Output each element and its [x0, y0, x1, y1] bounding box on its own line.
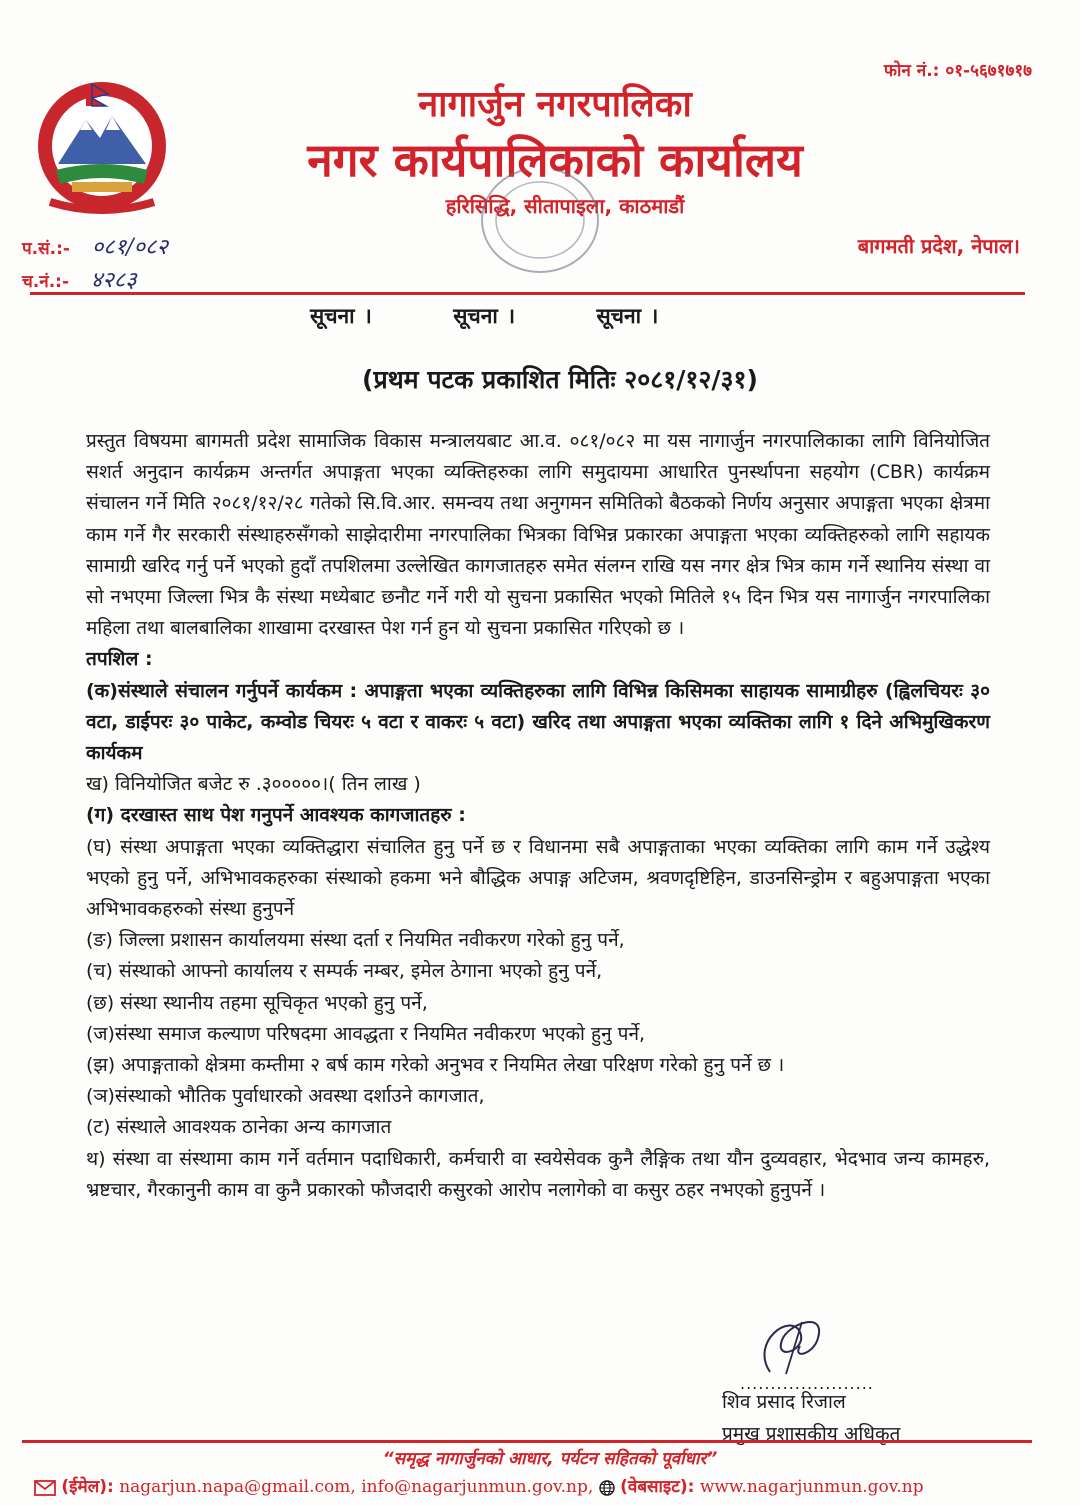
- dispatch-number-value: ४२८३: [90, 268, 137, 293]
- website-link[interactable]: www.nagarjunmun.gov.np: [699, 1477, 924, 1497]
- globe-icon: [599, 1480, 615, 1496]
- schedule-item-jha: (झ) अपाङ्गताको क्षेत्रमा कम्तीमा २ बर्ष काम गरेको अनुभव र नियमित लेखा परिक्षण गरेको हुनु पर्ने छ ।: [86, 1054, 785, 1077]
- intro-paragraph: प्रस्तुत विषयमा बागमती प्रदेश सामाजिक विकास मन्त्रालयबाट आ.व. ०८१/०८२ मा यस नागार्जुन नगरपालिकाका लागि विनियोजित सशर्त अनुदान कार्यक्रम अन्तर्गत अपाङ्गता भएका व्यक्तिहरुका लागि समुदायमा आधारित पुनर्स्थापना सहयोग (CBR) कार्यक्रम संचालन गर्ने मिति २०८१/१२/२८ गतेको सि.वि.आर. समन्वय तथा अनुगमन समितिको बैठकको निर्णय अनुसार अपाङ्गता भएका क्षेत्रमा काम गर्ने गैर सरकारी संस्थाहरुसँगको साझेदारीमा नगरपालिका भित्रका विभिन्न प्रकारका अपाङ्गता भएका व्यक्तिहरुको लागि सहायक सामाग्री खरिद गर्नु पर्ने भएको हुदाँ तपशिलमा उल्लेखित कागजातहरु समेत संलग्न राखि यस नगर क्षेत्र भित्र काम गर्ने स्थानिय संस्था वा सो नभएमा जिल्ला भित्र कै संस्था मध्येबाट छनौट गर्ने गरी यो सुचना प्रकासित भएको मितिले १५ दिन भित्र यस नागार्जुन नगरपालिका महिला तथा बालबालिका शाखामा दरखास्त पेश गर्न हुन यो सुचना प्रकासित गरिएको छ ।: [86, 430, 990, 640]
- notice-heading: सूचना ।: [596, 304, 659, 328]
- schedule-item-tha: थ) संस्था वा संस्थामा काम गर्ने वर्तमान पदाधिकारी, कर्मचारी वा स्वयेसेवक कुनै लैङ्गिक तथा यौन दुव्यवहार, भेदभाव जन्य कामहरु, भ्रष्टचार, गैरकानुनी काम वा कुनै प्रकारको फौजदारी कसुरको आरोप नलागेको वा कसुर ठहर नभएको हुनुपर्ने ।: [86, 1147, 990, 1201]
- schedule-item-kha: ख) विनियोजित बजेट रु .३०००००।( तिन लाख ): [86, 773, 421, 796]
- footer-slogan: “समृद्ध नागार्जुनको आधार, पर्यटन सहितको पूर्वाधार”: [382, 1449, 718, 1469]
- header-divider: [30, 292, 1025, 295]
- signature-line: ......................: [740, 1374, 874, 1393]
- schedule-item-ga: (ग) दरखास्त साथ पेश गनुपर्ने आवश्यक कागजातहरु :: [86, 804, 466, 827]
- ref-number-label: प.सं.:-: [22, 239, 70, 259]
- notice-headings: [310, 302, 730, 330]
- footer-divider: [22, 1440, 1032, 1443]
- email-label: (ईमेल):: [61, 1477, 114, 1497]
- notice-heading: सूचना ।: [453, 304, 516, 328]
- phone-number: फोन नं.: ०१-५६७१७१७: [883, 61, 1032, 81]
- schedule-item-ka: (क)संस्थाले संचालन गर्नुपर्ने कार्यकम : अपाङ्गता भएका व्यक्तिहरुका लागि विभिन्न किसिमका साहायक सामाग्रीहरु (ह्विलचियरः ३० वटा, डाईपरः ३० पाकेट, कम्वोड चियरः ५ वटा र वाकरः ५ वटा) खरिद तथा अपाङ्गता भएका व्यक्तिका लागि १ दिने अभिमुखिकरण कार्यकम: [86, 679, 990, 765]
- office-title: नगर कार्यपालिकाको कार्यालय: [307, 133, 803, 187]
- schedule-item-nga: (ङ) जिल्ला प्रशासन कार्यालयमा संस्था दर्ता र नियमित नवीकरण गरेको हुनु पर्ने,: [86, 929, 625, 952]
- province-label: बागमती प्रदेश, नेपाल।: [857, 234, 1020, 258]
- signer-name: शिव प्रसाद रिजाल: [722, 1391, 846, 1413]
- website-label: (वेबसाइट):: [620, 1477, 695, 1497]
- email-icon: [34, 1480, 56, 1496]
- publication-date: (प्रथम पटक प्रकाशित मितिः २०८१/१२/३१): [362, 365, 758, 394]
- email-addresses[interactable]: nagarjun.napa@gmail.com, info@nagarjunmun.gov.np,: [119, 1477, 594, 1497]
- office-stamp: [430, 170, 600, 290]
- schedule-item-chha: (छ) संस्था स्थानीय तहमा सूचिकृत भएको हुनु पर्ने,: [86, 991, 428, 1014]
- reference-block: [22, 232, 168, 298]
- ref-number-value: ०८१/०८२: [91, 235, 168, 260]
- schedule-item-ta: (ट) संस्थाले आवश्यक ठानेका अन्य कागजात: [86, 1116, 392, 1139]
- schedule-item-ja: (ज)संस्था समाज कल्याण परिषदमा आवद्धता र नियमित नवीकरण भएको हुनु पर्ने,: [86, 1022, 646, 1045]
- notice-heading: सूचना ।: [310, 304, 372, 328]
- contact-footer: [34, 1474, 924, 1497]
- schedule-heading: तपशिल :: [86, 648, 153, 671]
- office-address: हरिसिद्धि, सीतापाइला, काठमाडौं: [445, 194, 685, 218]
- notice-body: [86, 426, 990, 1206]
- signer-designation: प्रमुख प्रशासकीय अधिकृत: [722, 1423, 901, 1445]
- schedule-item-nya: (ञ)संस्थाको भौतिक पुर्वाधारको अवस्था दर्शाउने कागजात,: [86, 1085, 485, 1108]
- dispatch-number-label: च.नं.:-: [22, 272, 69, 292]
- ref-number-row: [22, 232, 168, 265]
- schedule-item-gha: (घ) संस्था अपाङ्गता भएका व्यक्तिद्धारा संचालित हुनु पर्ने छ र विधानमा सबै अपाङ्गताका भएका व्यक्तिका लागि काम गर्ने उद्धेश्य भएको हुनु पर्ने, अभिभावकहरुका संस्थाको हकमा भने बौद्धिक अपाङ्ग अटिजम, श्रवणदृष्टिहिन, डाउनसिन्ड्रोम र बहुअपाङ्गता भएका अभिभावकहरुको संस्था हुनुपर्ने: [86, 835, 990, 921]
- schedule-item-cha: (च) संस्थाको आफ्नो कार्यालय र सम्पर्क नम्बर, इमेल ठेगाना भएको हुनु पर्ने,: [86, 960, 603, 983]
- office-name: नागार्जुन नगरपालिका: [418, 84, 692, 125]
